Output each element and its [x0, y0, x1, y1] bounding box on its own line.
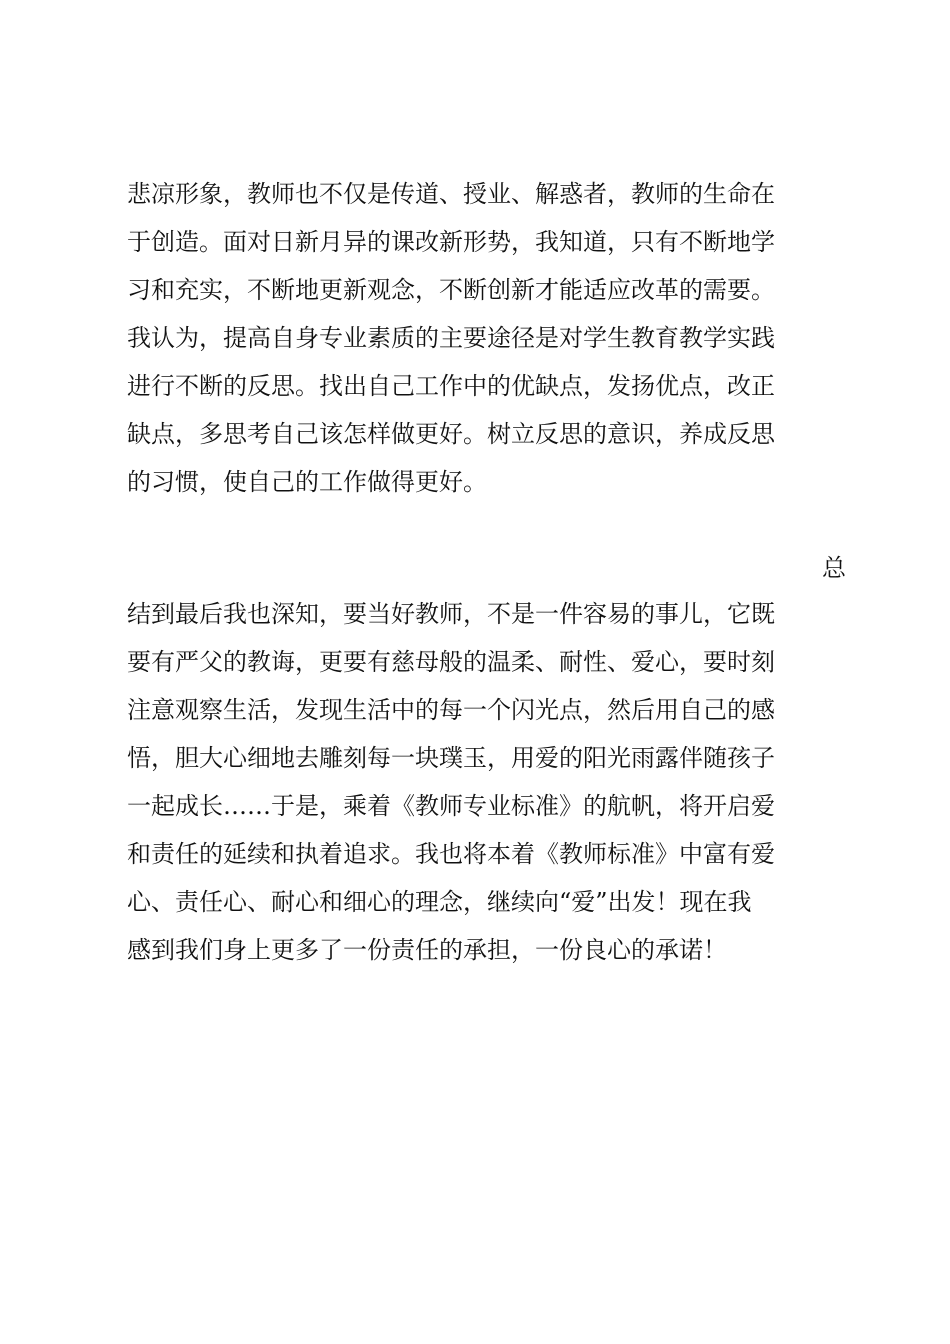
- text-line: 结到最后我也深知，要当好教师，不是一件容易的事儿，它既: [127, 600, 775, 628]
- text-line: 我认为，提高自身专业素质的主要途径是对学生教育教学实践: [127, 324, 775, 352]
- text-line: 和责任的延续和执着追求。我也将本着《教师标准》中富有爱: [127, 840, 775, 868]
- paragraph-reflection: [127, 170, 827, 506]
- text-line: 心、责任心、耐心和细心的理念，继续向“爱”出发！现在我: [127, 888, 752, 916]
- text-line: 进行不断的反思。找出自己工作中的优缺点，发扬优点，改正: [127, 372, 775, 400]
- text-line: 要有严父的教诲，更要有慈母般的温柔、耐性、爱心，要时刻: [127, 648, 775, 676]
- text-line: 习和充实，不断地更新观念，不断创新才能适应改革的需要。: [127, 276, 775, 304]
- text-line: 的习惯，使自己的工作做得更好。: [127, 468, 487, 496]
- text-line: 悲凉形象，教师也不仅是传道、授业、解惑者，教师的生命在: [127, 180, 775, 208]
- text-line: 悟，胆大心细地去雕刻每一块璞玉，用爱的阳光雨露伴随孩子: [127, 744, 775, 772]
- text-line: 感到我们身上更多了一份责任的承担，一份良心的承诺！: [127, 936, 727, 964]
- wrapped-character: 总: [822, 554, 846, 582]
- text-line: 缺点，多思考自己该怎样做更好。树立反思的意识，养成反思: [127, 420, 775, 448]
- text-line: 一起成长……于是，乘着《教师专业标准》的航帆，将开启爱: [127, 792, 775, 820]
- text-line: 于创造。面对日新月异的课改新形势，我知道，只有不断地学: [127, 228, 775, 256]
- text-line: 注意观察生活，发现生活中的每一个闪光点，然后用自己的感: [127, 696, 775, 724]
- paragraph-conclusion: [127, 590, 827, 974]
